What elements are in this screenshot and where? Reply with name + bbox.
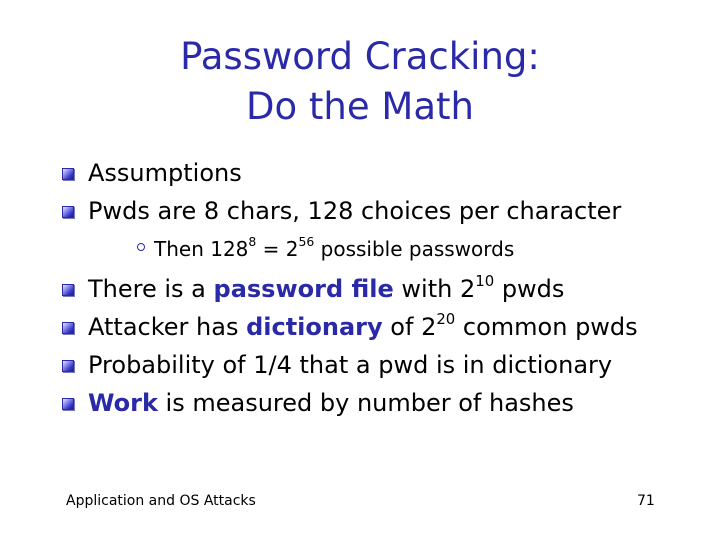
title-line-1: Password Cracking: bbox=[180, 35, 540, 78]
exponent: 8 bbox=[248, 234, 257, 250]
page-number: 71 bbox=[637, 493, 655, 509]
bullet-text: Attacker has dictionary of $2^{20}$ common pwds bbox=[88, 309, 638, 341]
bullet-text: There is a password file with $2^{10}$ pwds bbox=[88, 271, 565, 303]
square-bullet-icon bbox=[62, 322, 74, 334]
bullet-item bbox=[62, 154, 702, 192]
sub-bullet-text: Then $128^8 = 2^{56}$ possible passwords bbox=[154, 234, 515, 261]
title-line-2: Do the Math bbox=[246, 85, 474, 128]
slide-title bbox=[0, 32, 720, 132]
square-bullet-icon bbox=[62, 398, 74, 410]
exponent: 20 bbox=[436, 309, 456, 328]
highlighted-term: Work bbox=[88, 389, 158, 417]
square-bullet-icon bbox=[62, 360, 74, 372]
bullet-text: Pwds are 8 chars, 128 choices per character bbox=[88, 197, 622, 225]
sub-bullet-item bbox=[62, 230, 702, 270]
bullet-item bbox=[62, 346, 702, 384]
square-bullet-icon bbox=[62, 168, 74, 180]
exponent: 10 bbox=[475, 271, 495, 290]
bullet-item bbox=[62, 270, 702, 308]
slide-footer: Application and OS Attacks bbox=[66, 493, 256, 509]
bullet-text: Work is measured by number of hashes bbox=[88, 389, 574, 417]
highlighted-term: dictionary bbox=[246, 313, 383, 341]
highlighted-term: password file bbox=[213, 275, 394, 303]
square-bullet-icon bbox=[62, 284, 74, 296]
circle-bullet-icon bbox=[137, 243, 145, 251]
exponent: 56 bbox=[298, 234, 315, 250]
square-bullet-icon bbox=[62, 206, 74, 218]
bullet-text: Assumptions bbox=[88, 159, 242, 187]
bullet-item bbox=[62, 308, 702, 346]
bullet-item bbox=[62, 192, 702, 230]
bullet-list bbox=[62, 154, 702, 422]
bullet-text: Probability of 1/4 that a pwd is in dictionary bbox=[88, 351, 613, 379]
bullet-item bbox=[62, 384, 702, 422]
